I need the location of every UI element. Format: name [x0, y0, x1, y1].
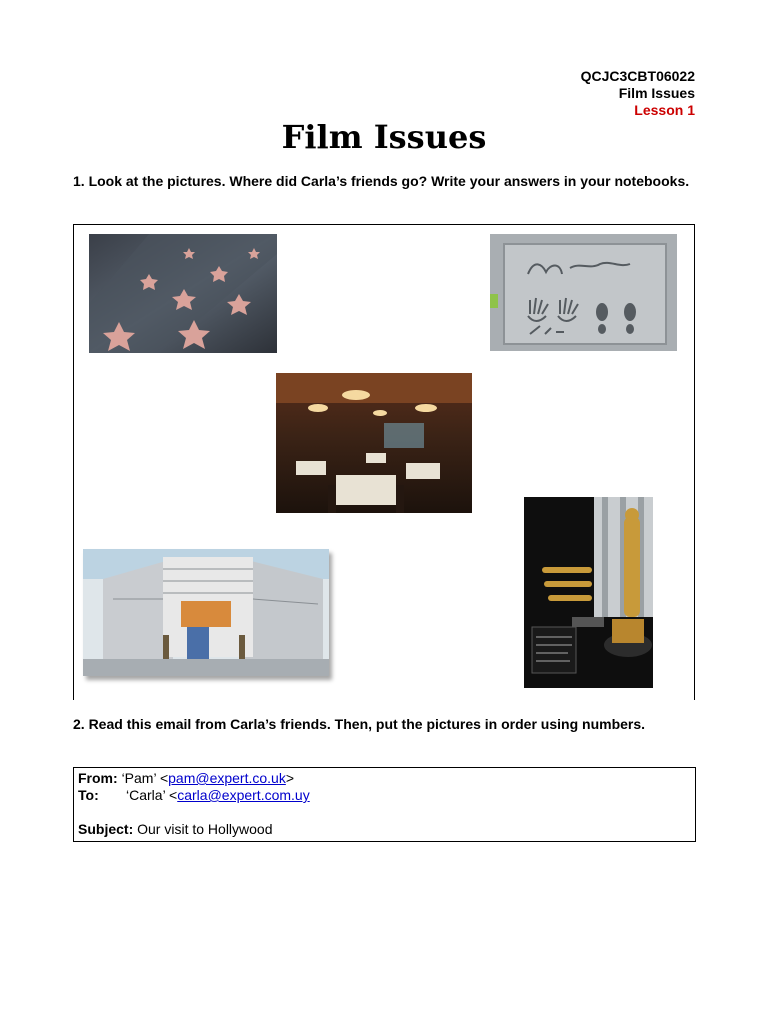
from-label: From: [78, 770, 118, 786]
page-title: Film Issues [281, 118, 487, 156]
from-close: > [285, 770, 295, 786]
task-2-instruction: 2. Read this email from Carla’s friends. Then, put the pictures in order using numbers. [73, 716, 646, 732]
header-block [581, 68, 695, 119]
lesson-number: Lesson 1 [634, 102, 695, 118]
email-from-row [78, 770, 691, 787]
subject-label: Subject: [78, 821, 134, 837]
header-topic: Film Issues [618, 85, 695, 101]
oscar-statuettes-picture [524, 497, 653, 688]
hollywood-museum-picture [83, 549, 329, 676]
email-spacer [78, 804, 691, 821]
from-email-link[interactable]: pam@expert.co.uk [168, 770, 286, 786]
from-name: ‘Pam’ < [121, 770, 169, 786]
document-code: QCJC3CBT06022 [580, 68, 695, 84]
email-header-box [73, 767, 696, 842]
restaurant-picture [276, 373, 472, 513]
to-email-link[interactable]: carla@expert.com.uy [177, 787, 310, 803]
subject-text: Our visit to Hollywood [137, 821, 273, 837]
to-name: ‘Carla’ < [126, 787, 178, 803]
task-1-instruction: 1. Look at the pictures. Where did Carla’s friends go? Write your answers in your notebooks. [73, 173, 690, 189]
email-subject-row [78, 821, 691, 838]
to-label: To: [78, 787, 99, 803]
handprints-picture [490, 234, 677, 351]
walk-of-fame-picture [89, 234, 277, 353]
email-to-row [78, 787, 691, 804]
